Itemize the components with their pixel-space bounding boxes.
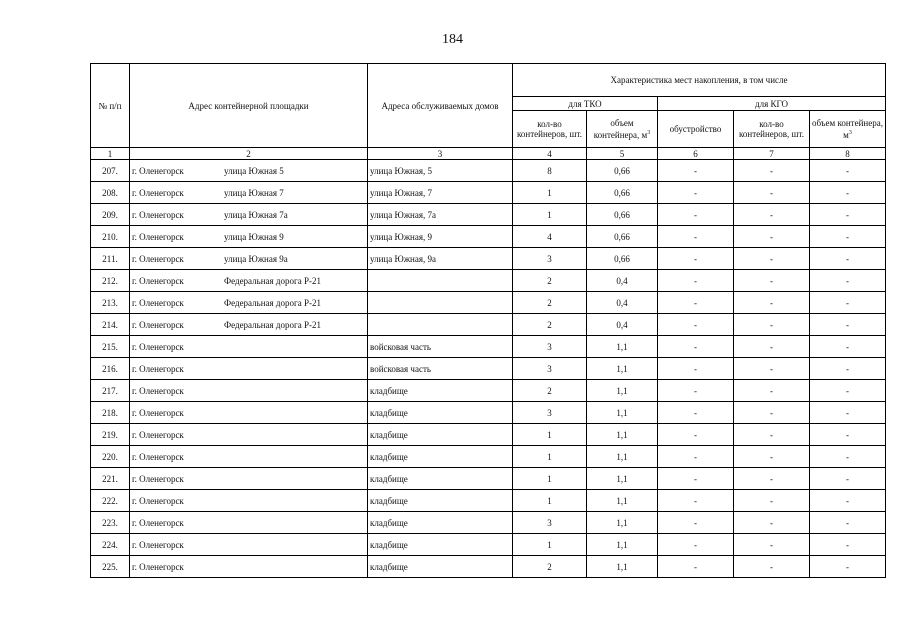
row-kgo-facility: - <box>658 490 734 512</box>
col-index: 3 <box>368 148 513 160</box>
row-houses <box>368 292 513 314</box>
address-city: г. Оленегорск <box>132 385 184 396</box>
col-index: 6 <box>658 148 734 160</box>
address-street: улица Южная 5 <box>224 165 284 176</box>
col-index: 5 <box>587 148 658 160</box>
col-index: 7 <box>734 148 810 160</box>
address-city: г. Оленегорск <box>132 451 184 462</box>
row-kgo-volume: - <box>810 182 886 204</box>
address-city: г. Оленегорск <box>132 473 184 484</box>
row-kgo-volume: - <box>810 424 886 446</box>
row-houses: улица Южная, 7а <box>368 204 513 226</box>
row-address <box>130 402 368 424</box>
row-address <box>130 468 368 490</box>
row-address <box>130 336 368 358</box>
address-city: г. Оленегорск <box>132 297 184 308</box>
row-tko-volume: 0,4 <box>587 270 658 292</box>
group-header-characteristics: Характеристика мест накопления, в том числе <box>513 64 886 97</box>
row-kgo-count: - <box>734 270 810 292</box>
row-address <box>130 270 368 292</box>
table-row <box>91 248 886 270</box>
row-tko-volume: 0,66 <box>587 226 658 248</box>
row-tko-count: 2 <box>513 380 587 402</box>
row-address <box>130 512 368 534</box>
row-tko-count: 8 <box>513 160 587 182</box>
row-kgo-facility: - <box>658 204 734 226</box>
row-kgo-count: - <box>734 204 810 226</box>
row-kgo-facility: - <box>658 160 734 182</box>
row-tko-count: 1 <box>513 182 587 204</box>
row-tko-volume: 1,1 <box>587 336 658 358</box>
table-row <box>91 182 886 204</box>
row-houses: кладбище <box>368 556 513 578</box>
row-houses <box>368 270 513 292</box>
row-tko-count: 3 <box>513 358 587 380</box>
col-index: 4 <box>513 148 587 160</box>
table-row <box>91 468 886 490</box>
row-number: 212. <box>91 270 130 292</box>
row-number: 223. <box>91 512 130 534</box>
address-city: г. Оленегорск <box>132 539 184 550</box>
row-kgo-count: - <box>734 314 810 336</box>
address-city: г. Оленегорск <box>132 187 184 198</box>
col-header-tko-volume <box>587 111 658 148</box>
row-tko-count: 3 <box>513 248 587 270</box>
row-kgo-count: - <box>734 160 810 182</box>
row-kgo-facility: - <box>658 468 734 490</box>
row-tko-volume: 0,66 <box>587 160 658 182</box>
row-tko-volume: 0,4 <box>587 292 658 314</box>
address-street: улица Южная 7 <box>224 187 284 198</box>
row-kgo-count: - <box>734 490 810 512</box>
row-kgo-volume: - <box>810 248 886 270</box>
row-address <box>130 204 368 226</box>
row-number: 207. <box>91 160 130 182</box>
address-city: г. Оленегорск <box>132 561 184 572</box>
address-street: Федеральная дорога Р-21 <box>224 297 321 308</box>
row-houses <box>368 314 513 336</box>
address-city: г. Оленегорск <box>132 253 184 264</box>
container-sites-table <box>90 63 886 578</box>
row-kgo-facility: - <box>658 402 734 424</box>
table-row <box>91 204 886 226</box>
row-kgo-count: - <box>734 556 810 578</box>
table-row <box>91 534 886 556</box>
row-address <box>130 490 368 512</box>
row-number: 222. <box>91 490 130 512</box>
row-address <box>130 226 368 248</box>
col-index: 2 <box>130 148 368 160</box>
col-header-kgo-facility: обустройство <box>658 111 734 148</box>
row-tko-count: 3 <box>513 336 587 358</box>
row-houses: улица Южная, 7 <box>368 182 513 204</box>
page-number: 184 <box>442 32 463 47</box>
group-header-tko: для ТКО <box>513 97 658 111</box>
row-kgo-volume: - <box>810 446 886 468</box>
row-number: 216. <box>91 358 130 380</box>
address-city: г. Оленегорск <box>132 165 184 176</box>
row-kgo-volume: - <box>810 534 886 556</box>
row-kgo-count: - <box>734 534 810 556</box>
table-row <box>91 490 886 512</box>
address-street: Федеральная дорога Р-21 <box>224 275 321 286</box>
row-kgo-count: - <box>734 380 810 402</box>
row-number: 221. <box>91 468 130 490</box>
row-tko-volume: 1,1 <box>587 402 658 424</box>
address-city: г. Оленегорск <box>132 341 184 352</box>
address-street: Федеральная дорога Р-21 <box>224 319 321 330</box>
row-tko-count: 3 <box>513 402 587 424</box>
row-number: 219. <box>91 424 130 446</box>
row-kgo-volume: - <box>810 292 886 314</box>
address-city: г. Оленегорск <box>132 319 184 330</box>
address-street: улица Южная 9а <box>224 253 288 264</box>
row-tko-volume: 0,66 <box>587 248 658 270</box>
row-number: 208. <box>91 182 130 204</box>
row-kgo-facility: - <box>658 556 734 578</box>
table-row <box>91 512 886 534</box>
table-row <box>91 292 886 314</box>
col-index: 1 <box>91 148 130 160</box>
row-kgo-facility: - <box>658 270 734 292</box>
row-number: 209. <box>91 204 130 226</box>
col-header-kgo-volume <box>810 111 886 148</box>
row-kgo-facility: - <box>658 336 734 358</box>
row-kgo-facility: - <box>658 182 734 204</box>
row-kgo-count: - <box>734 226 810 248</box>
address-street: улица Южная 7а <box>224 209 288 220</box>
address-city: г. Оленегорск <box>132 517 184 528</box>
row-kgo-count: - <box>734 248 810 270</box>
row-address <box>130 380 368 402</box>
row-tko-count: 1 <box>513 534 587 556</box>
row-houses: кладбище <box>368 468 513 490</box>
row-tko-count: 3 <box>513 512 587 534</box>
group-header-kgo: для КГО <box>658 97 886 111</box>
row-tko-count: 2 <box>513 556 587 578</box>
row-tko-volume: 1,1 <box>587 512 658 534</box>
row-houses: войсковая часть <box>368 336 513 358</box>
row-kgo-count: - <box>734 424 810 446</box>
row-houses: кладбище <box>368 512 513 534</box>
row-address <box>130 358 368 380</box>
col-header-number: № п/п <box>91 64 130 148</box>
row-tko-count: 2 <box>513 270 587 292</box>
row-address <box>130 248 368 270</box>
row-kgo-count: - <box>734 468 810 490</box>
row-kgo-facility: - <box>658 314 734 336</box>
row-number: 213. <box>91 292 130 314</box>
row-kgo-volume: - <box>810 490 886 512</box>
row-number: 211. <box>91 248 130 270</box>
row-houses: кладбище <box>368 534 513 556</box>
col-header-tko-count: кол-во контейнеров, шт. <box>513 111 587 148</box>
table-row <box>91 314 886 336</box>
row-address <box>130 556 368 578</box>
col-header-address: Адрес контейнерной площадки <box>130 64 368 148</box>
table-row <box>91 226 886 248</box>
table-row <box>91 358 886 380</box>
row-kgo-count: - <box>734 182 810 204</box>
row-tko-count: 2 <box>513 314 587 336</box>
row-houses: кладбище <box>368 380 513 402</box>
row-kgo-volume: - <box>810 204 886 226</box>
row-kgo-facility: - <box>658 248 734 270</box>
row-houses: войсковая часть <box>368 358 513 380</box>
col-header-tko-volume-text: объем контейнера, м <box>593 118 648 140</box>
row-tko-volume: 1,1 <box>587 490 658 512</box>
row-kgo-volume: - <box>810 314 886 336</box>
row-number: 220. <box>91 446 130 468</box>
row-kgo-volume: - <box>810 270 886 292</box>
row-kgo-volume: - <box>810 226 886 248</box>
row-tko-count: 1 <box>513 468 587 490</box>
row-houses: кладбище <box>368 402 513 424</box>
table-row <box>91 336 886 358</box>
table-row <box>91 380 886 402</box>
table-row <box>91 424 886 446</box>
row-tko-volume: 0,4 <box>587 314 658 336</box>
row-number: 214. <box>91 314 130 336</box>
row-kgo-facility: - <box>658 534 734 556</box>
row-address <box>130 182 368 204</box>
row-houses: улица Южная, 9 <box>368 226 513 248</box>
table-row <box>91 270 886 292</box>
table-row <box>91 402 886 424</box>
row-address <box>130 534 368 556</box>
row-kgo-count: - <box>734 292 810 314</box>
row-kgo-volume: - <box>810 512 886 534</box>
row-kgo-count: - <box>734 336 810 358</box>
row-kgo-volume: - <box>810 336 886 358</box>
row-houses: кладбище <box>368 490 513 512</box>
row-kgo-facility: - <box>658 446 734 468</box>
address-city: г. Оленегорск <box>132 363 184 374</box>
address-city: г. Оленегорск <box>132 495 184 506</box>
superscript-cubic: 3 <box>647 130 651 136</box>
table-row <box>91 160 886 182</box>
row-number: 224. <box>91 534 130 556</box>
row-address <box>130 424 368 446</box>
row-number: 225. <box>91 556 130 578</box>
table-row <box>91 556 886 578</box>
table-row <box>91 446 886 468</box>
row-kgo-volume: - <box>810 358 886 380</box>
row-address <box>130 292 368 314</box>
row-kgo-facility: - <box>658 226 734 248</box>
row-address <box>130 314 368 336</box>
row-tko-volume: 0,66 <box>587 204 658 226</box>
row-kgo-facility: - <box>658 292 734 314</box>
row-tko-count: 2 <box>513 292 587 314</box>
row-tko-count: 1 <box>513 446 587 468</box>
row-address <box>130 446 368 468</box>
row-houses: кладбище <box>368 446 513 468</box>
row-tko-volume: 1,1 <box>587 556 658 578</box>
row-kgo-count: - <box>734 512 810 534</box>
row-tko-count: 1 <box>513 204 587 226</box>
row-kgo-count: - <box>734 446 810 468</box>
col-index: 8 <box>810 148 886 160</box>
row-tko-volume: 0,66 <box>587 182 658 204</box>
row-number: 215. <box>91 336 130 358</box>
row-address <box>130 160 368 182</box>
address-city: г. Оленегорск <box>132 275 184 286</box>
row-kgo-facility: - <box>658 358 734 380</box>
table-body <box>91 160 886 578</box>
row-kgo-volume: - <box>810 402 886 424</box>
col-header-houses: Адреса обслуживаемых домов <box>368 64 513 148</box>
row-tko-count: 1 <box>513 490 587 512</box>
row-tko-count: 4 <box>513 226 587 248</box>
row-number: 218. <box>91 402 130 424</box>
row-kgo-facility: - <box>658 512 734 534</box>
row-tko-volume: 1,1 <box>587 534 658 556</box>
row-houses: улица Южная, 9а <box>368 248 513 270</box>
address-city: г. Оленегорск <box>132 429 184 440</box>
row-number: 217. <box>91 380 130 402</box>
row-tko-volume: 1,1 <box>587 468 658 490</box>
row-kgo-volume: - <box>810 380 886 402</box>
row-kgo-volume: - <box>810 160 886 182</box>
row-tko-volume: 1,1 <box>587 446 658 468</box>
row-number: 210. <box>91 226 130 248</box>
row-kgo-volume: - <box>810 468 886 490</box>
row-tko-volume: 1,1 <box>587 380 658 402</box>
row-houses: кладбище <box>368 424 513 446</box>
address-street: улица Южная 9 <box>224 231 284 242</box>
col-header-kgo-volume-text: объем контейнера, м <box>812 118 883 140</box>
row-kgo-volume: - <box>810 556 886 578</box>
row-kgo-facility: - <box>658 380 734 402</box>
row-tko-volume: 1,1 <box>587 358 658 380</box>
row-kgo-count: - <box>734 358 810 380</box>
row-kgo-count: - <box>734 402 810 424</box>
address-city: г. Оленегорск <box>132 231 184 242</box>
row-tko-volume: 1,1 <box>587 424 658 446</box>
row-tko-count: 1 <box>513 424 587 446</box>
address-city: г. Оленегорск <box>132 209 184 220</box>
row-houses: улица Южная, 5 <box>368 160 513 182</box>
superscript-cubic: 3 <box>848 130 852 136</box>
col-header-kgo-count: кол-во контейнеров, шт. <box>734 111 810 148</box>
address-city: г. Оленегорск <box>132 407 184 418</box>
row-kgo-facility: - <box>658 424 734 446</box>
